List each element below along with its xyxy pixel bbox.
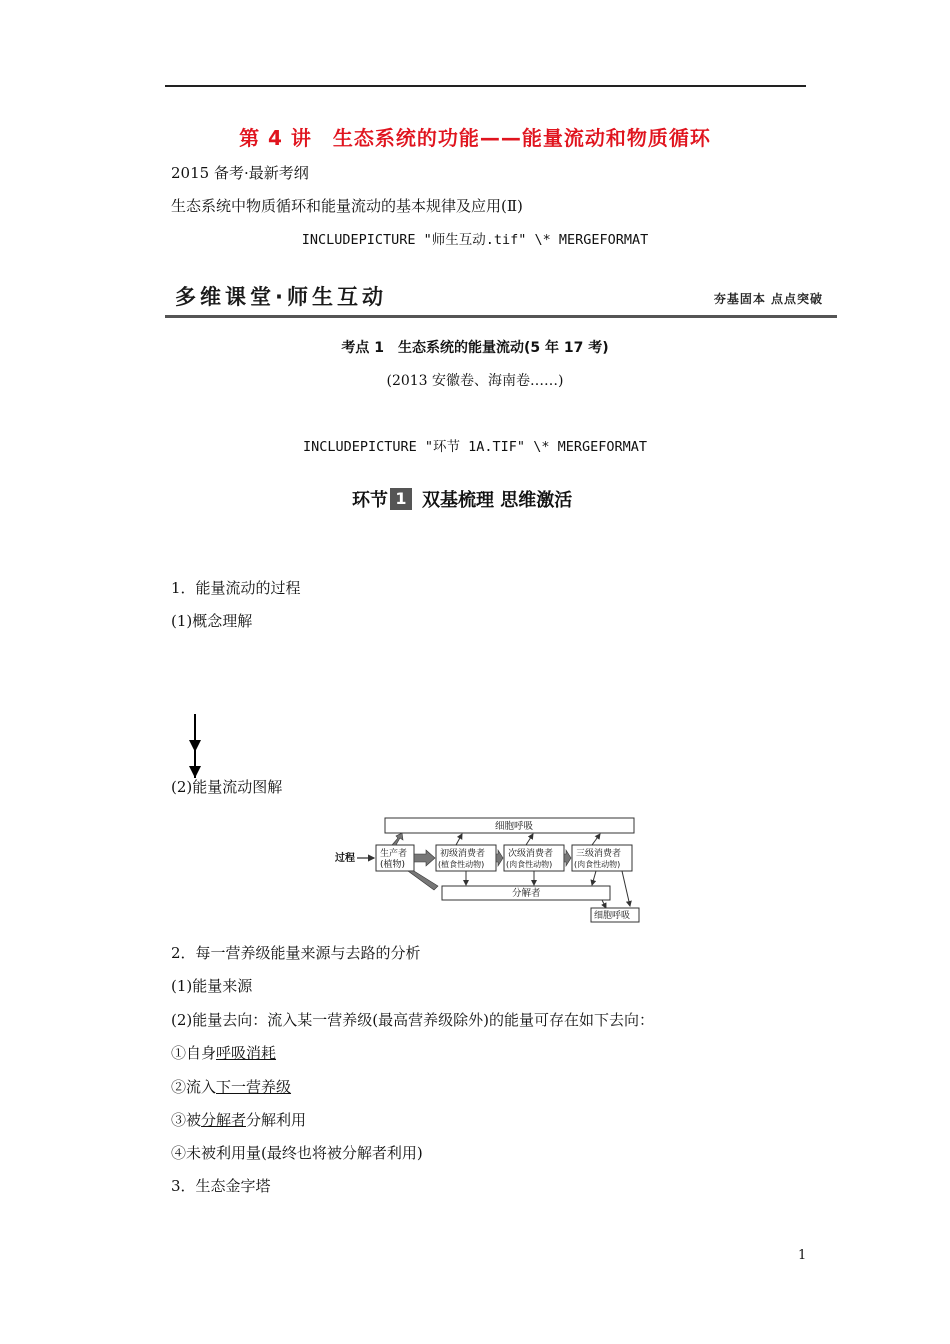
item2-prefix: ②流入: [171, 1078, 217, 1096]
banner-title: 多维课堂·师生互动: [175, 285, 387, 309]
destination-item-3: [171, 1110, 306, 1130]
include-picture-field-1: INCLUDEPICTURE "师生互动.tif" \* MERGEFORMAT: [301, 232, 649, 248]
producer-label-2: (植物): [380, 860, 406, 870]
huanjie-prefix: 环节: [352, 490, 388, 511]
kaodian-heading: 考点 1 生态系统的能量流动(5 年 17 考): [341, 340, 609, 356]
section2-sub1: (1)能量来源: [171, 977, 253, 995]
primary-label-1: 初级消费者: [440, 849, 486, 859]
lesson-title: 第 4 讲 生态系统的功能——能量流动和物质循环: [239, 126, 711, 150]
tertiary-label-1: 三级消费者: [576, 849, 622, 859]
producer-label-1: 生产者: [380, 849, 408, 859]
syllabus-heading: 2015 备考·最新考纲: [171, 164, 309, 182]
secondary-label-1: 次级消费者: [508, 849, 554, 859]
section-banner: [165, 281, 837, 318]
destination-item-1: [171, 1043, 276, 1063]
item3-fill: 分解者: [201, 1111, 247, 1129]
secondary-label-2: (肉食性动物): [506, 860, 553, 869]
section3-heading: 3．生态金字塔: [171, 1177, 271, 1195]
huanjie-number-badge: 1: [390, 488, 412, 510]
item3-suffix: 分解利用: [246, 1111, 307, 1129]
primary-label-2: (植食性动物): [438, 860, 485, 869]
tertiary-label-2: (肉食性动物): [574, 860, 621, 869]
energy-flow-diagram: [330, 814, 642, 926]
huanjie-heading: [352, 486, 572, 512]
item1-prefix: ①自身: [171, 1044, 217, 1062]
section2-sub2: (2)能量去向：流入某一营养级(最高营养级除外)的能量可存在如下去向：: [171, 1011, 654, 1029]
section1-heading: 1．能量流动的过程: [171, 579, 301, 597]
banner-subtitle: 夯基固本 点点突破: [713, 292, 823, 306]
respiration-label-bottom: 细胞呼吸: [594, 911, 631, 921]
section1-sub2: (2)能量流动图解: [171, 778, 283, 796]
destination-item-4: ④未被利用量(最终也将被分解者利用): [171, 1144, 423, 1162]
page-number: 1: [798, 1248, 807, 1263]
kaodian-sources: (2013 安徽卷、海南卷……): [386, 373, 564, 389]
item2-fill: 下一营养级: [216, 1078, 292, 1096]
syllabus-item: 生态系统中物质循环和能量流动的基本规律及应用(Ⅱ): [171, 197, 523, 215]
decomposer-label: 分解者: [512, 888, 541, 899]
section2-heading: 2．每一营养级能量来源与去路的分析: [171, 944, 421, 962]
header-rule: [165, 85, 806, 87]
item3-prefix: ③被: [171, 1111, 202, 1129]
item1-fill: 呼吸消耗: [216, 1044, 277, 1062]
section1-sub1: (1)概念理解: [171, 612, 253, 630]
down-arrows-icon: [184, 712, 206, 784]
respiration-label-top: 细胞呼吸: [495, 821, 534, 832]
include-picture-field-2: INCLUDEPICTURE "环节 1A.TIF" \* MERGEFORMAT: [303, 439, 647, 455]
destination-item-2: [171, 1077, 291, 1097]
process-label: 过程: [335, 853, 355, 864]
huanjie-text: 双基梳理 思维激活: [422, 490, 573, 511]
